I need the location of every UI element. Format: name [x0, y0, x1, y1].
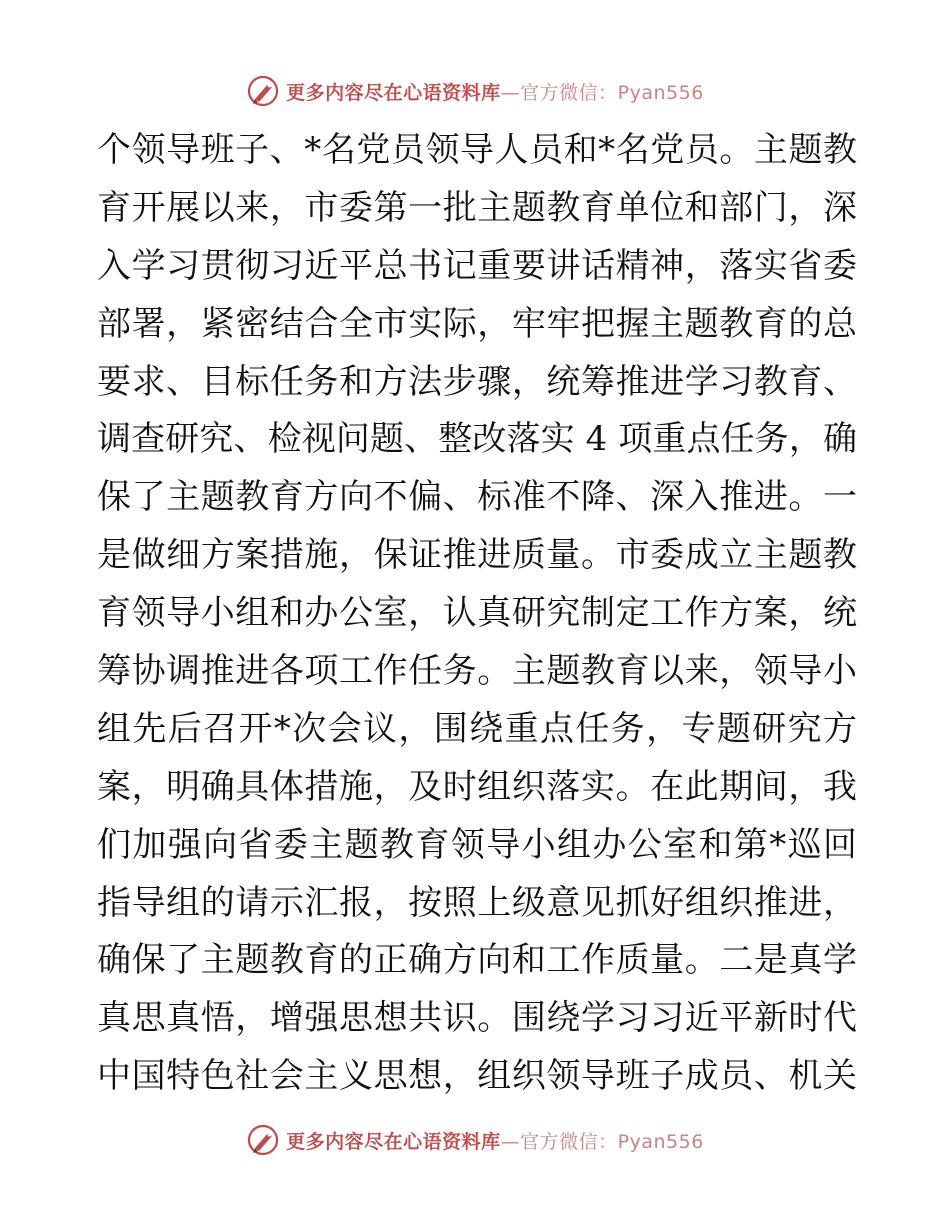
pen-nib-logo-icon: [246, 74, 280, 108]
document-line: 筹协调推进各项工作任务。主题教育以来，领导小: [97, 651, 857, 692]
document-line: 确保了主题教育的正确方向和工作质量。二是真学: [97, 940, 857, 981]
document-line: 入学习贯彻习近平总书记重要讲话精神，落实省委: [97, 245, 857, 286]
document-line: 真思真悟，增强思想共识。围绕学习习近平新时代: [97, 998, 857, 1039]
document-line: 指导组的请示汇报，按照上级意见抓好组织推进，: [97, 882, 857, 923]
watermark-text: [286, 1127, 704, 1154]
document-line: 是做细方案措施，保证推进质量。市委成立主题教: [97, 535, 857, 576]
document-line: 案，明确具体措施，及时组织落实。在此期间，我: [97, 766, 857, 807]
document-line: 育开展以来，市委第一批主题教育单位和部门，深: [97, 187, 857, 228]
footer-watermark: [0, 1120, 950, 1160]
document-line: 们加强向省委主题教育领导小组办公室和第*巡回: [97, 824, 857, 865]
watermark-separator: —: [500, 81, 521, 104]
pen-nib-logo-icon: [246, 1123, 280, 1157]
document-line: 保了主题教育方向不偏、标准不降、深入推进。一: [97, 477, 857, 518]
document-line: 调查研究、检视问题、整改落实 4 项重点任务，确: [97, 419, 857, 460]
document-line: 育领导小组和办公室，认真研究制定工作方案，统: [97, 593, 857, 634]
watermark-contact: 官方微信：Pyan556: [520, 1130, 704, 1153]
document-line: 要求、目标任务和方法步骤，统筹推进学习教育、: [97, 361, 857, 402]
header-watermark: [0, 71, 950, 111]
watermark-separator: —: [500, 1130, 521, 1153]
watermark-text: [286, 78, 704, 105]
watermark-contact: 官方微信：Pyan556: [520, 81, 704, 104]
watermark-brand: 更多内容尽在心语资料库: [286, 1130, 501, 1153]
document-body: [97, 122, 857, 1106]
document-line: 中国特色社会主义思想，组织领导班子成员、机关: [97, 1056, 857, 1097]
watermark-brand: 更多内容尽在心语资料库: [286, 81, 501, 104]
document-line: 个领导班子、*名党员领导人员和*名党员。主题教: [97, 130, 857, 170]
document-line: 部署，紧密结合全市实际，牢牢把握主题教育的总: [97, 303, 857, 344]
document-line: 组先后召开*次会议，围绕重点任务，专题研究方: [97, 708, 857, 749]
